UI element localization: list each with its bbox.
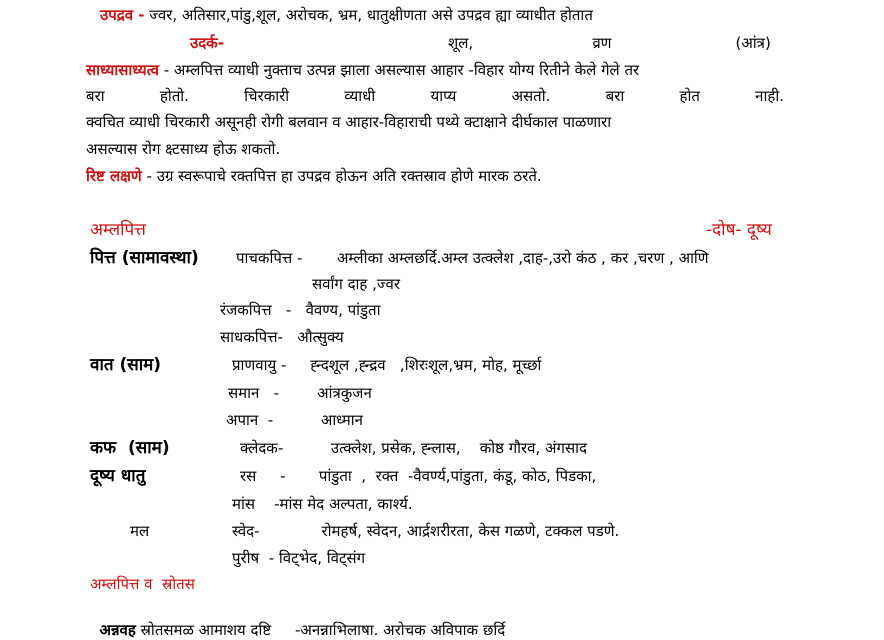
annavaha-line bbox=[90, 600, 505, 640]
upadrava-label: उपद्रव - bbox=[100, 6, 145, 24]
ranjaka-pitta: रंजकपित्त - वैवण्य, पांडुता bbox=[220, 301, 381, 319]
sadhya-text-2: बरा होतो. चिरकारी व्याधी याप्य असतो. बरा होत नाही. bbox=[86, 87, 784, 105]
section-title: अम्लपित्त bbox=[90, 220, 146, 240]
purisha-mala: पुरीष - विट्भेद, विट्संग bbox=[232, 549, 366, 567]
rishta-label: रिष्ट लक्षणे bbox=[86, 167, 142, 185]
sadhaka-pitta: साधकपित्त- औत्सुक्य bbox=[220, 328, 344, 346]
sveda-mala: स्वेद- रोमहर्ष, स्वेदन, आर्द्रशरीरता, केस गळणे, टक्कल पडणे. bbox=[232, 522, 620, 540]
pitta-heading: पित्त (सामावस्था) bbox=[90, 248, 199, 268]
sadhya-text-4: असल्यास रोग क्ष्टसाध्य होऊ शकतो. bbox=[86, 140, 281, 158]
udarka-label: उदर्क- bbox=[190, 34, 224, 52]
section-dosha-dushya: -दोष- दूष्य bbox=[706, 220, 772, 240]
annavaha-label: अन्नवह bbox=[99, 621, 136, 639]
sadhya-text-3: क्वचित व्याधी चिरकारी असूनही रोगी बलवान व आहार-विहाराची पथ्ये क्टाक्षाने दीर्घकाल पाळणारा bbox=[86, 113, 612, 131]
vata-heading: वात (साम) bbox=[90, 355, 162, 375]
sadhya-label: साध्यासाध्यत्व bbox=[86, 61, 159, 79]
kledaka-kapha: क्लेदक- उत्क्लेश, प्रसेक, ह्न्लास, कोष्ठ गौरव, अंगसाद bbox=[240, 439, 587, 457]
upadrava-text: ज्वर, अतिसार,पांडु,शूल, अरोचक, भ्रम, धातुक्षीणता असे उपद्रव ह्या व्याधीत होतात bbox=[144, 6, 593, 24]
dhatu-heading: दूष्य धातु bbox=[90, 466, 146, 486]
upadrava-line bbox=[100, 5, 593, 25]
sadhya-line-1 bbox=[86, 60, 639, 80]
udarka-text: शूल, व्रण (आंत्र) bbox=[448, 34, 771, 52]
mamsa-dhatu: मांस -मांस मेद अल्पता, कार्श्य. bbox=[232, 495, 413, 513]
udarka-line bbox=[190, 33, 224, 53]
mala-heading: मल bbox=[130, 522, 150, 540]
sadhya-text-1: - अम्लपित्त व्याधी नुक्ताच उत्पन्न झाला असल्यास आहार -विहार योग्य रितीने केले गेले तर bbox=[158, 61, 640, 79]
rishta-text: - उग्र स्वरूपाचे रक्तपित्त हा उपद्रव होऊन अति रक्तस्राव होणे मारक ठरते. bbox=[141, 167, 542, 185]
samana-vayu: समान - आंत्रकुजन bbox=[228, 384, 372, 402]
annavaha-text: स्रोतसमळ आमाशय दष्टि -अनन्नाभिलाषा. अरोचक अविपाक छर्दि bbox=[135, 621, 506, 639]
srotas-heading: अम्लपित्त व स्रोतस bbox=[90, 575, 195, 593]
pachaka-pitta-continuation: सर्वांग दाह ,ज्वर bbox=[312, 275, 400, 293]
pachaka-pitta-text: अम्लीका अम्लछर्दि.अम्ल उत्क्लेश ,दाह-,उरो कंठ , कर ,चरण , आणि bbox=[337, 249, 709, 267]
rasa-dhatu: रस - पांडुता , रक्त -वैवर्ण्य,पांडुता, कंडू, कोठ, पिडका, bbox=[240, 467, 597, 485]
apana-vayu: अपान - आध्मान bbox=[226, 411, 363, 429]
prana-vayu: प्राणवायु - ह्न्दशूल ,ह्न्द्रव ,शिरःशूल,भ्रम, मोह, मूर्च्छा bbox=[232, 356, 542, 374]
kapha-heading: कफ (साम) bbox=[90, 438, 170, 458]
pachaka-pitta-label: पाचकपित्त - bbox=[236, 249, 303, 267]
rishta-line bbox=[86, 166, 542, 186]
